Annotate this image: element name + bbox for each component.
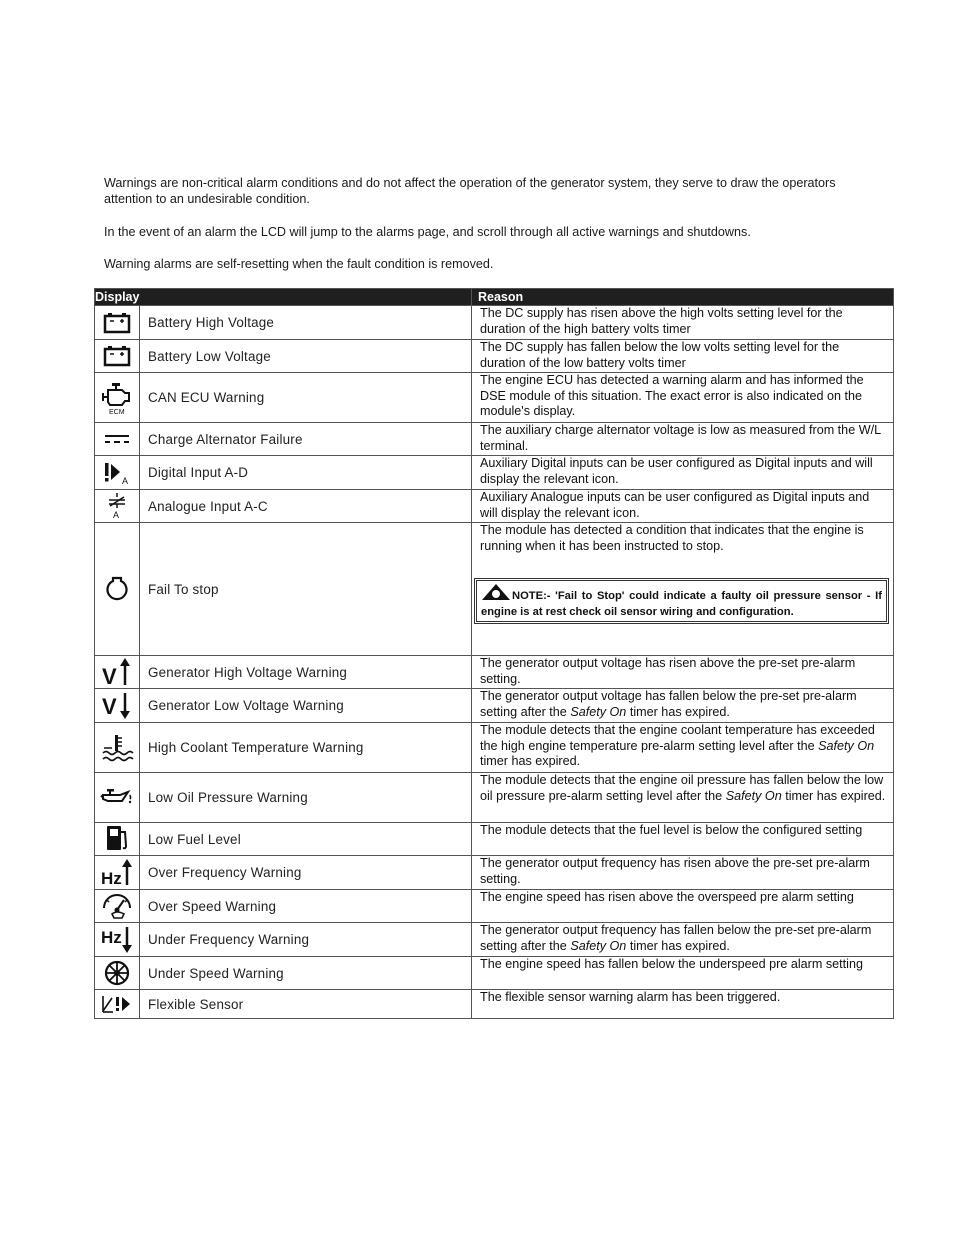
svg-text:Hz: Hz [101, 868, 122, 888]
table-row [95, 689, 894, 723]
alarm-name: CAN ECU Warning [140, 373, 472, 423]
table-row [95, 490, 894, 523]
alarm-name: Low Oil Pressure Warning [140, 773, 472, 823]
alarm-name: Flexible Sensor [140, 990, 472, 1019]
table-row [95, 340, 894, 373]
alarm-reason: The auxiliary charge alternator voltage is low as measured from the W/L terminal. [472, 423, 894, 456]
coolant-temperature-icon [95, 723, 140, 773]
alarm-reason: The DC supply has risen above the high volts setting level for the duration of the high battery volts timer [472, 306, 894, 340]
alarm-reason: The generator output voltage has fallen below the pre-set pre-alarm setting after the Safety On timer has expired. [472, 689, 894, 723]
table-row [95, 990, 894, 1019]
alarm-reason: The generator output frequency has risen above the pre-set pre-alarm setting. [472, 856, 894, 890]
table-row [95, 890, 894, 923]
svg-text:A: A [122, 475, 129, 485]
alarm-reason: The generator output frequency has fallen below the pre-set pre-alarm setting after the Safety On timer has expired. [472, 923, 894, 957]
alarm-reason-text: The module has detected a condition that indicates that the engine is running when it has been instructed to stop. [480, 523, 864, 553]
table-row [95, 373, 894, 423]
svg-text:ECM: ECM [109, 408, 125, 415]
charge-alternator-icon [95, 423, 140, 456]
alarm-name: Low Fuel Level [140, 823, 472, 856]
svg-text:V: V [102, 664, 117, 687]
note-text: NOTE:- 'Fail to Stop' could indicate a faulty oil pressure sensor - If engine is at rest check oil sensor wiring and configuration. [481, 590, 882, 619]
table-row [95, 423, 894, 456]
alarm-name: Under Frequency Warning [140, 923, 472, 957]
alarm-name: Under Speed Warning [140, 957, 472, 990]
table-row [95, 306, 894, 340]
alarm-reason: Auxiliary Digital inputs can be user configured as Digital inputs and will display the relevant icon. [472, 456, 894, 490]
alarm-name: Battery Low Voltage [140, 340, 472, 373]
table-row [95, 773, 894, 823]
alarm-reason [472, 523, 894, 656]
alarm-reason: The generator output voltage has risen above the pre-set pre-alarm setting. [472, 656, 894, 689]
voltage-up-icon [95, 656, 140, 689]
table-row [95, 456, 894, 490]
battery-icon [95, 306, 140, 340]
table-row [95, 723, 894, 773]
warning-triangle-icon [481, 583, 511, 605]
svg-text:Hz: Hz [101, 927, 122, 947]
alarm-name: High Coolant Temperature Warning [140, 723, 472, 773]
svg-text:A: A [113, 510, 120, 520]
flexible-sensor-icon [95, 990, 140, 1019]
table-header-row [95, 289, 894, 306]
intro-paragraph-reset: Warning alarms are self-resetting when the fault condition is removed. [104, 257, 494, 271]
engine-ecu-icon [95, 373, 140, 423]
table-row [95, 523, 894, 656]
table-row [95, 823, 894, 856]
note-box [474, 578, 889, 624]
table-row [95, 856, 894, 890]
table-row [95, 656, 894, 689]
oil-can-icon [95, 773, 140, 823]
frequency-up-icon [95, 856, 140, 890]
alarm-reason: The engine speed has risen above the overspeed pre alarm setting [472, 890, 894, 923]
alarm-name: Over Speed Warning [140, 890, 472, 923]
over-speed-icon [95, 890, 140, 923]
alarm-name: Battery High Voltage [140, 306, 472, 340]
digital-input-icon [95, 456, 140, 490]
alarm-reason: The module detects that the engine oil pressure has fallen below the low oil pressure pre-alarm setting level after the Safety On timer has expired. [472, 773, 894, 823]
intro-paragraph-lcd: In the event of an alarm the LCD will jump to the alarms page, and scroll through all active warnings and shutdowns. [104, 225, 751, 239]
under-speed-icon [95, 957, 140, 990]
alarm-name: Charge Alternator Failure [140, 423, 472, 456]
svg-text:V: V [102, 693, 117, 719]
alarm-reason: The module detects that the fuel level is below the configured setting [472, 823, 894, 856]
alarm-name: Over Frequency Warning [140, 856, 472, 890]
battery-icon [95, 340, 140, 373]
voltage-down-icon [95, 689, 140, 723]
table-row [95, 923, 894, 957]
header-display: Display [95, 289, 472, 306]
alarm-reason: The engine speed has fallen below the underspeed pre alarm setting [472, 957, 894, 990]
alarm-reason: The module detects that the engine coolant temperature has exceeded the high engine temperature pre-alarm setting level after the Safety On timer has expired. [472, 723, 894, 773]
intro-paragraph-warnings: Warnings are non-critical alarm conditions and do not affect the operation of the generator system, they serve to draw the operators attention to an undesirable condition. [104, 176, 836, 206]
alarm-reason: The engine ECU has detected a warning alarm and has informed the DSE module of this situation. The exact error is also indicated on the module's display. [472, 373, 894, 423]
alarm-reason: Auxiliary Analogue inputs can be user configured as Digital inputs and will display the relevant icon. [472, 490, 894, 523]
analogue-input-icon [95, 490, 140, 523]
alarm-name: Fail To stop [140, 523, 472, 656]
alarm-reason: The flexible sensor warning alarm has been triggered. [472, 990, 894, 1019]
fail-to-stop-icon [95, 523, 140, 656]
alarm-name: Generator Low Voltage Warning [140, 689, 472, 723]
warning-alarms-table [94, 288, 894, 1019]
header-reason: Reason [472, 289, 894, 306]
alarm-name: Analogue Input A-C [140, 490, 472, 523]
frequency-down-icon [95, 923, 140, 957]
alarm-name: Digital Input A-D [140, 456, 472, 490]
fuel-pump-icon [95, 823, 140, 856]
table-row [95, 957, 894, 990]
alarm-name: Generator High Voltage Warning [140, 656, 472, 689]
alarm-reason: The DC supply has fallen below the low volts setting level for the duration of the low battery volts timer [472, 340, 894, 373]
